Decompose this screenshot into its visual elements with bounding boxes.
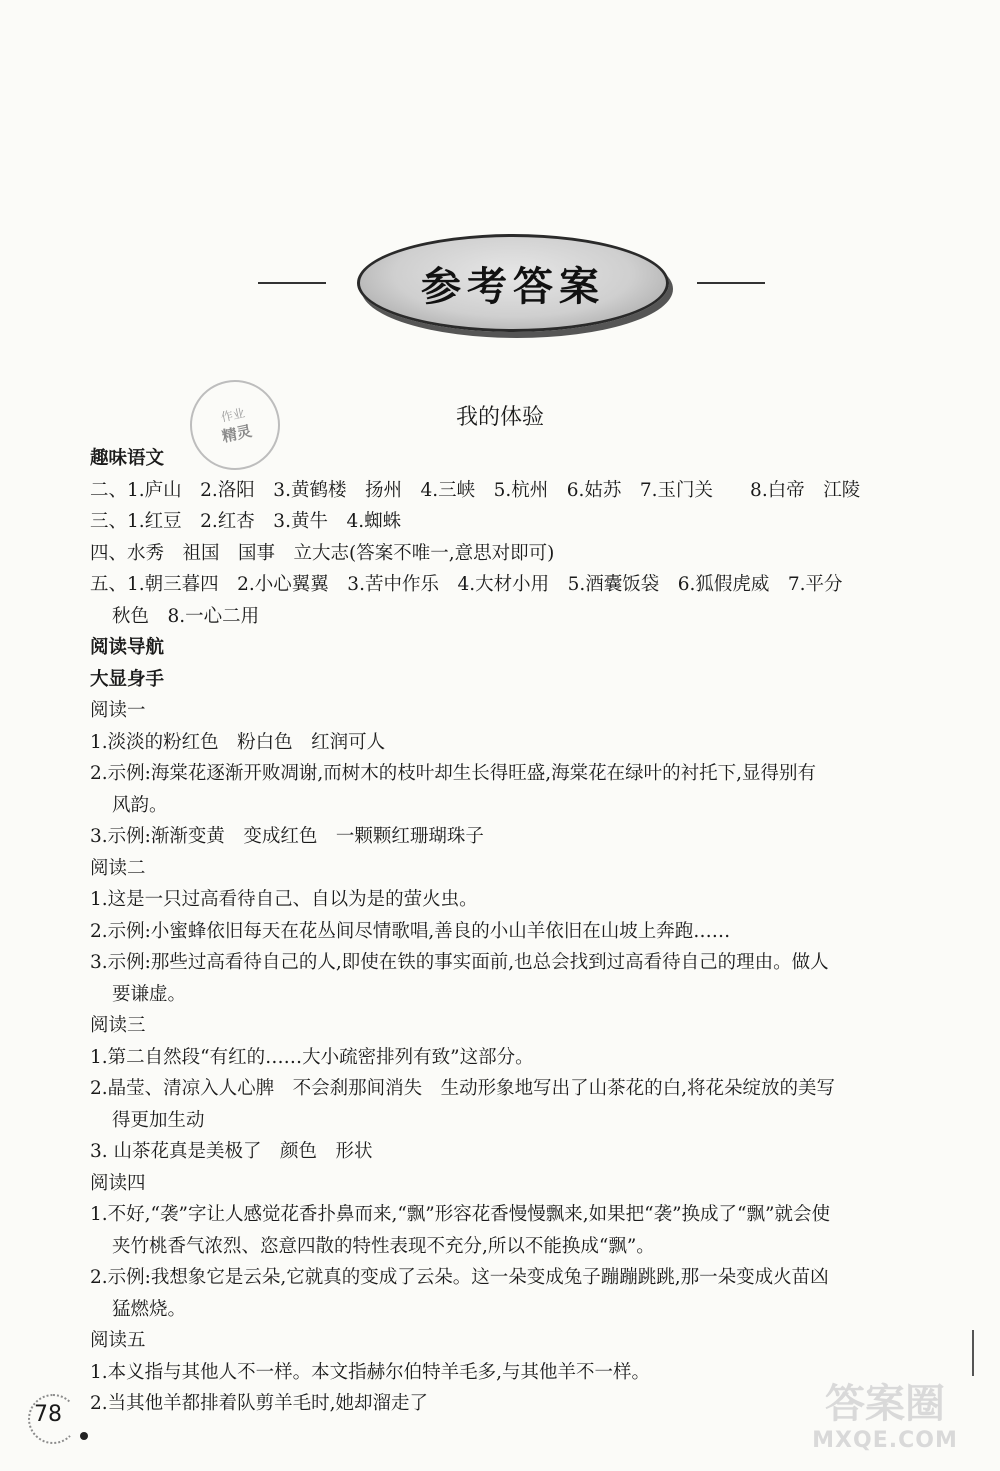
answer-line: 秋色 8.一心二用 xyxy=(112,605,260,627)
answer-line: 得更加生动 xyxy=(112,1109,205,1131)
reading-heading: 阅读二 xyxy=(90,857,146,879)
section-title: 我的体验 xyxy=(455,405,544,430)
watermark-logo-text: 答案圈 xyxy=(825,1381,945,1427)
answer-line: 1.第二自然段“有红的……大小疏密排列有致”这部分。 xyxy=(90,1046,534,1068)
stamp-line-2: 精灵 xyxy=(220,421,254,446)
banner-title: 参考答案 xyxy=(421,263,605,310)
reading-heading: 阅读三 xyxy=(90,1015,146,1036)
watermark-url: MXQE.COM xyxy=(812,1428,958,1453)
reading-heading: 阅读四 xyxy=(90,1172,146,1194)
answer-line: 1.这是一只过高看待自己、自以为是的萤火虫。 xyxy=(90,889,478,910)
answer-line: 三、1.红豆 2.红杏 3.黄牛 4.蜘蛛 xyxy=(90,511,402,532)
answer-line: 二、1.庐山 2.洛阳 3.黄鹤楼 扬州 4.三峡 5.杭州 6.姑苏 7.玉门关 8.白帝 江陵 xyxy=(90,479,861,501)
stamp-line-1: 作业 xyxy=(219,405,247,425)
margin-mark xyxy=(972,1330,974,1376)
answer-line: 五、1.朝三暮四 2.小心翼翼 3.苦中作乐 4.大材小用 5.酒囊饭袋 6.狐假虎威 7.平分 xyxy=(90,574,843,595)
watermark-logo xyxy=(780,1380,990,1460)
answer-line: 2.当其他羊都排着队剪羊毛时,她却溜走了 xyxy=(90,1393,429,1414)
reading-heading: 阅读五 xyxy=(90,1330,146,1351)
reading-heading: 阅读一 xyxy=(90,700,146,721)
answer-line: 夹竹桃香气浓烈、恣意四散的特性表现不充分,所以不能换成“飘”。 xyxy=(112,1235,655,1257)
answer-line: 要谦虚。 xyxy=(112,983,187,1005)
answer-line: 2.示例:小蜜蜂依旧每天在花丛间尽情歌唱,善良的小山羊依旧在山坡上奔跑…… xyxy=(90,920,731,942)
answer-content xyxy=(90,443,950,1420)
answer-line: 3. 山茶花真是美极了 颜色 形状 xyxy=(90,1141,373,1162)
answer-line: 1.本义指与其他人不一样。本文指赫尔伯特羊毛多,与其他羊不一样。 xyxy=(90,1361,651,1383)
answer-line: 2.示例:海棠花逐渐开败凋谢,而树木的枝叶却生长得旺盛,海棠花在绿叶的衬托下,显得别有 xyxy=(90,763,817,784)
answer-line: 四、水秀 祖国 国事 立大志(答案不唯一,意思对即可) xyxy=(90,542,555,564)
section-heading: 阅读导航 xyxy=(90,637,165,658)
page-number: 78 xyxy=(34,1402,62,1427)
answer-line: 风韵。 xyxy=(112,794,168,816)
section-heading: 趣味语文 xyxy=(90,448,165,469)
subsection-heading: 大显身手 xyxy=(90,668,165,690)
banner xyxy=(357,234,669,332)
answer-line: 2.示例:我想象它是云朵,它就真的变成了云朵。这一朵变成兔子蹦蹦跳跳,那一朵变成火苗凶 xyxy=(90,1267,829,1288)
answer-line: 猛燃烧。 xyxy=(112,1298,187,1320)
answer-line: 3.示例:那些过高看待自己的人,即使在铁的事实面前,也总会找到过高看待自己的理由。做人 xyxy=(90,952,829,973)
answer-line: 1.不好,“袭”字让人感觉花香扑鼻而来,“飘”形容花香慢慢飘来,如果把“袭”换成了“飘”就会使 xyxy=(90,1204,830,1225)
banner-left-rule xyxy=(258,282,326,284)
answer-line: 3.示例:渐渐变黄 变成红色 一颗颗红珊瑚珠子 xyxy=(90,826,484,847)
answer-line: 1.淡淡的粉红色 粉白色 红润可人 xyxy=(90,731,386,753)
page-dot xyxy=(80,1432,88,1440)
answer-line: 2.晶莹、清凉入人心脾 不会刹那间消失 生动形象地写出了山茶花的白,将花朵绽放的美写 xyxy=(90,1078,836,1099)
banner-right-rule xyxy=(697,282,765,284)
